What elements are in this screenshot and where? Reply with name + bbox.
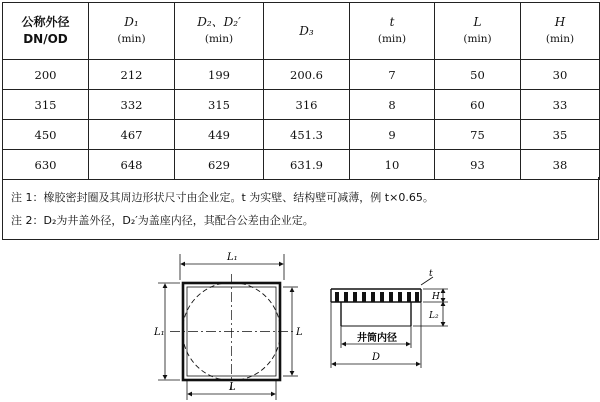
table-cell: 631.9 (264, 150, 350, 180)
header-l (435, 3, 521, 60)
header-h (521, 3, 600, 60)
plan-view (153, 252, 303, 400)
note-1: 注 1：橡胶密封圈及其周边形状尺寸由企业定。t 为实壁、结构壁可减薄，例 t×0.65。 (11, 191, 434, 204)
note-2: 注 2：D₂为井盖外径，D₂′为盖座内径，其配合公差由企业定。 (11, 214, 314, 227)
notes-box (2, 177, 599, 240)
header-symbol: D₃ (299, 23, 314, 38)
header-text: 公称外径 (21, 15, 70, 29)
label-inner-diameter: 井筒内径 (357, 333, 397, 344)
table-cell: 75 (435, 120, 521, 150)
table-header-row (3, 3, 600, 60)
header-unit: (min) (377, 33, 407, 45)
header-unit: (min) (463, 33, 492, 45)
drawing-figure (0, 240, 600, 402)
table-cell: 38 (521, 150, 600, 180)
header-t (350, 3, 435, 60)
header-symbol: L (473, 15, 482, 29)
table-row (3, 150, 600, 180)
table-cell: 200.6 (264, 60, 350, 90)
header-d3 (264, 3, 350, 60)
dim-label-right: L (296, 327, 303, 338)
table-cell: 199 (175, 60, 264, 90)
table-cell: 35 (521, 120, 600, 150)
label-h: H (432, 292, 440, 302)
table-cell: 315 (3, 90, 89, 120)
table-cell: 315 (175, 90, 264, 120)
table-cell: 630 (3, 150, 89, 180)
table-cell: 212 (89, 60, 175, 90)
dim-label-top: L₁ (227, 252, 238, 263)
dim-label-left: L₁ (154, 327, 165, 338)
table-cell: 9 (350, 120, 435, 150)
label-l2: L₂ (429, 311, 439, 321)
table-row (3, 120, 600, 150)
table-cell: 60 (435, 90, 521, 120)
table-row (3, 90, 600, 120)
header-symbol: D₂、D₂′ (197, 15, 241, 29)
table-cell: 10 (350, 150, 435, 180)
section-view (331, 269, 448, 368)
header-d2 (175, 3, 264, 60)
table-cell: 7 (350, 60, 435, 90)
table-cell: 450 (3, 120, 89, 150)
header-d1 (89, 3, 175, 60)
spec-table (2, 2, 600, 180)
dim-label-bottom: L (229, 382, 236, 393)
table-cell: 467 (89, 120, 175, 150)
table-cell: 8 (350, 90, 435, 120)
header-unit: (min) (545, 33, 575, 45)
table-row (3, 60, 600, 90)
table-cell: 33 (521, 90, 600, 120)
table-cell: 316 (264, 90, 350, 120)
table-cell: 449 (175, 120, 264, 150)
table-cell: 30 (521, 60, 600, 90)
header-text: DN/OD (23, 32, 68, 46)
table-cell: 200 (3, 60, 89, 90)
label-t: t (429, 269, 433, 279)
header-nominal-od (3, 3, 89, 60)
table-cell: 332 (89, 90, 175, 120)
table-cell: 451.3 (264, 120, 350, 150)
table-cell: 629 (175, 150, 264, 180)
header-symbol: t (389, 15, 395, 29)
table-cell: 50 (435, 60, 521, 90)
header-unit: (min) (117, 33, 146, 45)
header-symbol: H (554, 15, 566, 29)
label-d: D (372, 352, 381, 363)
table-cell: 93 (435, 150, 521, 180)
table-cell: 648 (89, 150, 175, 180)
header-unit: (min) (204, 33, 234, 45)
header-symbol: D₁ (124, 15, 139, 29)
